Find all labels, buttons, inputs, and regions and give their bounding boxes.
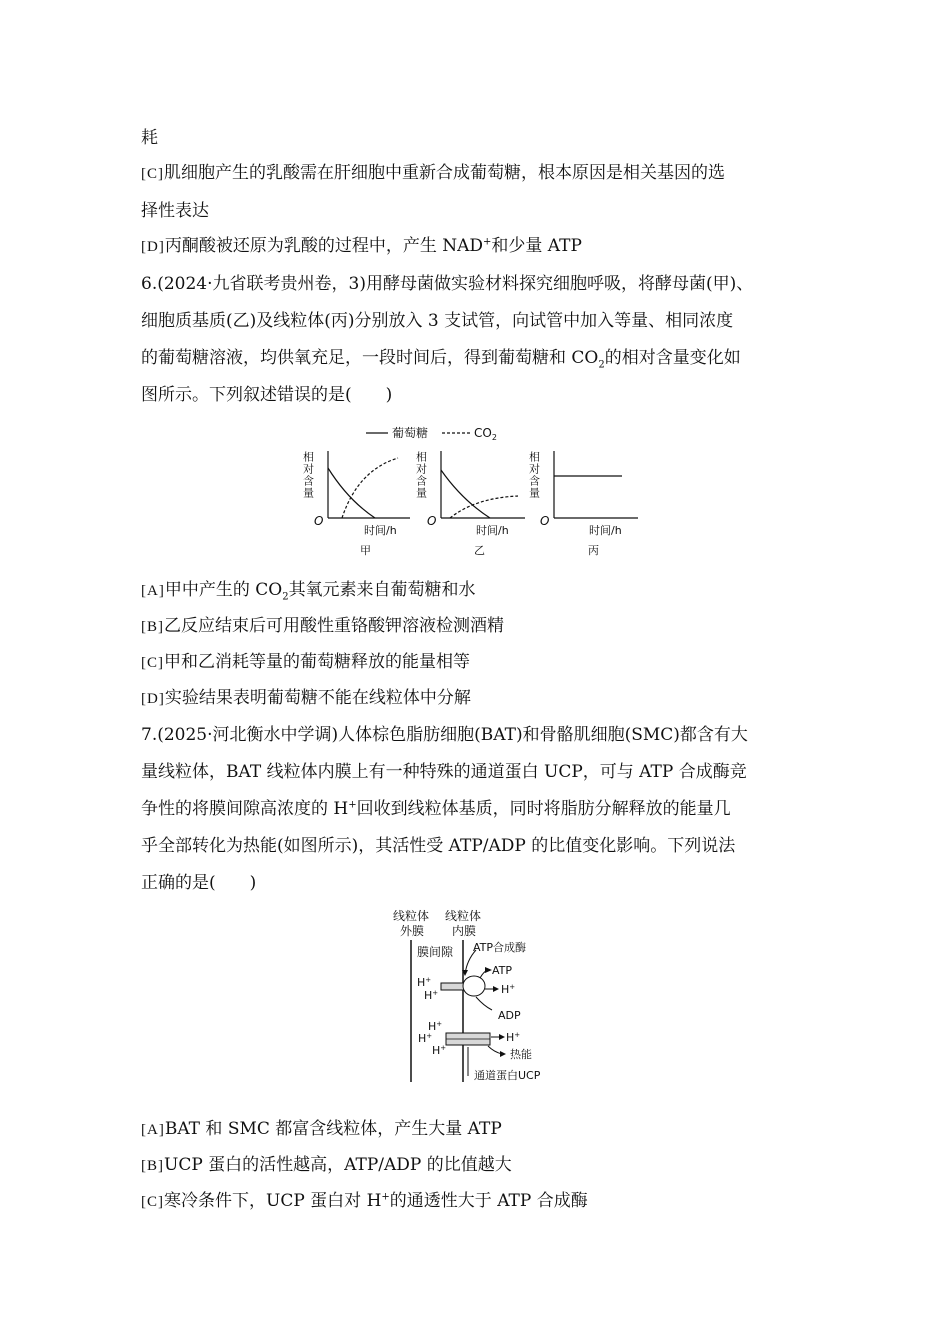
outer-membrane-label-2: 外膜 (400, 924, 425, 938)
option-key: [D] (141, 691, 165, 707)
panel-bing-title: 丙 (588, 544, 599, 557)
h-plus-label-2: H+ (424, 989, 439, 1002)
option-key: [C] (141, 655, 164, 671)
q7-option-b: [B]UCP 蛋白的活性越高，ATP/ADP 的比值越大 (141, 1155, 512, 1175)
q6-option-d: [D]实验结果表明葡萄糖不能在线粒体中分解 (141, 688, 471, 708)
panel-bing (528, 450, 639, 557)
inner-membrane-label-2: 内膜 (452, 924, 477, 938)
h-plus-label-3: H+ (428, 1020, 443, 1033)
h-plus-matrix-label-2: H+ (506, 1031, 521, 1044)
atp-label: ATP (492, 964, 513, 977)
q7-figure (388, 904, 568, 1086)
panel-yi-ylabel: 相对含量 (414, 451, 428, 499)
h-plus-matrix-label-1: H+ (501, 983, 516, 996)
q6-figure (300, 418, 650, 563)
option-key: [A] (141, 583, 165, 599)
heat-label: 热能 (510, 1048, 532, 1061)
q6-stem-line-2: 细胞质基质(乙)及线粒体(丙)分别放入 3 支试管，向试管中加入等量、相同浓度 (141, 311, 734, 331)
q7-stem-line-3: 争性的将膜间隙高浓度的 H+回收到线粒体基质，同时将脂肪分解释放的能量几 (141, 799, 731, 819)
ucp-channel (446, 1033, 490, 1045)
panel-jia-ylabel: 相对含量 (301, 451, 315, 499)
h-plus-label-1: H+ (417, 976, 432, 989)
option-key: [A] (141, 1122, 165, 1138)
h-plus-label-5: H+ (432, 1044, 447, 1057)
q6-option-b: [B]乙反应结束后可用酸性重铬酸钾溶液检测酒精 (141, 616, 504, 636)
panel-bing-ylabel: 相对含量 (527, 451, 541, 499)
q5-option-d: [D]丙酮酸被还原为乳酸的过程中，产生 NAD+和少量 ATP (141, 236, 582, 256)
legend-co2-label: $CO_2$ (474, 426, 497, 442)
q7-stem-line-5: 正确的是( ) (141, 873, 257, 893)
option-key: [B] (141, 619, 164, 635)
option-key: [C] (141, 166, 164, 182)
panel-jia-xlabel: 时间/h (364, 524, 397, 537)
atp-synthase-label: ATP合成酶 (473, 941, 527, 954)
q7-source: 7.(2025·河北衡水中学调) (141, 725, 339, 745)
option-key: [B] (141, 1158, 164, 1174)
ucp-label: 通道蛋白UCP (474, 1069, 541, 1082)
q6-stem-line-1: 6.(2024·九省联考贵州卷，3)用酵母菌做实验材料探究细胞呼吸，将酵母菌(甲)、 (141, 274, 754, 294)
q5-option-c: [C]肌细胞产生的乳酸需在肝细胞中重新合成葡萄糖，根本原因是相关基因的选 (141, 163, 725, 183)
panel-yi-origin: O (427, 514, 437, 528)
q7-stem-line-1: 7.(2025·河北衡水中学调)人体棕色脂肪细胞(BAT)和骨骼肌细胞(SMC)都含有大 (141, 725, 748, 745)
adp-label: ADP (498, 1009, 521, 1022)
panel-jia-origin: O (314, 514, 324, 528)
panel-jia (302, 450, 411, 557)
option-key: [D] (141, 239, 165, 255)
panel-jia-title: 甲 (360, 544, 371, 557)
q6-option-c: [C]甲和乙消耗等量的葡萄糖释放的能量相等 (141, 652, 470, 672)
q7-option-c: [C]寒冷条件下，UCP 蛋白对 H+的通透性大于 ATP 合成酶 (141, 1191, 588, 1211)
outer-membrane-label-1: 线粒体 (393, 909, 430, 923)
h-plus-label-4: H+ (418, 1032, 433, 1045)
inner-membrane-label-1: 线粒体 (445, 909, 482, 923)
q7-option-a: [A]BAT 和 SMC 都富含线粒体，产生大量 ATP (141, 1119, 502, 1139)
panel-jia-co2-curve (342, 458, 398, 518)
option-key: [C] (141, 1194, 164, 1210)
panel-yi-title: 乙 (474, 544, 485, 557)
q6-stem-line-4: 图所示。下列叙述错误的是( ) (141, 385, 393, 405)
q6-legend (366, 425, 497, 442)
q6-stem-line-3: 的葡萄糖溶液，均供氧充足，一段时间后，得到葡萄糖和 $CO_2$的相对含量变化如 (141, 348, 741, 371)
q6-option-a: [A]甲中产生的 $CO_2$其氧元素来自葡萄糖和水 (141, 580, 476, 603)
intermembrane-space-label: 膜间隙 (417, 945, 454, 959)
panel-yi (415, 450, 526, 557)
q5-option-c-continued: 择性表达 (141, 201, 209, 221)
q5-continuation-line: 耗 (141, 128, 158, 148)
panel-yi-xlabel: 时间/h (476, 524, 509, 537)
panel-yi-glucose-curve (441, 470, 490, 518)
panel-bing-xlabel: 时间/h (589, 524, 622, 537)
q7-stem-line-4: 乎全部转化为热能(如图所示)，其活性受 ATP/ADP 的比值变化影响。下列说法 (141, 836, 736, 856)
q7-stem-line-2: 量线粒体，BAT 线粒体内膜上有一种特殊的通道蛋白 UCP，可与 ATP 合成酶竞 (141, 762, 747, 782)
legend-glucose-label: 葡萄糖 (392, 426, 429, 440)
panel-bing-origin: O (540, 514, 550, 528)
q6-source: 6.(2024·九省联考贵州卷，3) (141, 274, 366, 294)
panel-yi-co2-curve (450, 496, 518, 518)
